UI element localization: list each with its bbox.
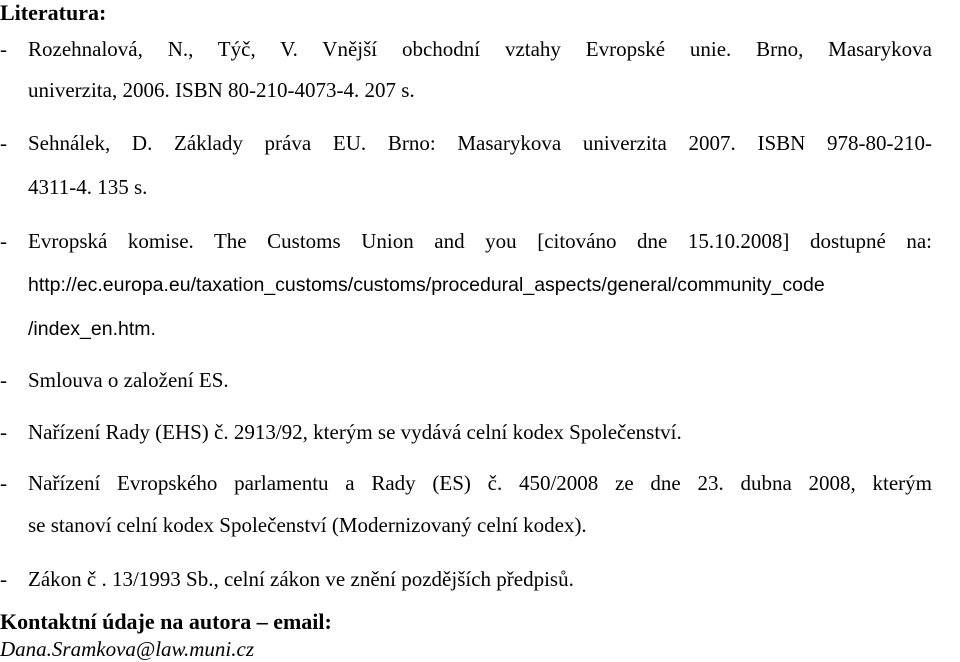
reference-item-6 xyxy=(0,470,932,496)
reference-text: Sehnálek, D. Základy práva EU. Brno: Masarykova univerzita 2007. ISBN 978-80-210- xyxy=(28,131,932,155)
reference-item-1 xyxy=(0,36,932,62)
reference-url-continued[interactable]: /index_en.htm. xyxy=(28,318,156,340)
reference-text: Smlouva o založení ES. xyxy=(28,368,229,392)
reference-item-5 xyxy=(0,419,682,445)
reference-text-continued: se stanoví celní kodex Společenství (Modernizovaný celní kodex). xyxy=(28,513,587,537)
list-bullet: - xyxy=(0,368,7,392)
list-bullet: - xyxy=(0,229,7,253)
list-bullet: - xyxy=(0,567,7,591)
reference-item-2 xyxy=(0,130,932,156)
list-bullet: - xyxy=(0,37,7,61)
reference-text: Evropská komise. The Customs Union and you [citováno dne 15.10.2008] dostupné na: xyxy=(28,229,932,253)
reference-text: Nařízení Evropského parlamentu a Rady (ES) č. 450/2008 ze dne 23. dubna 2008, kterým xyxy=(28,471,932,495)
list-bullet: - xyxy=(0,131,7,155)
list-bullet: - xyxy=(0,420,7,444)
contact-email[interactable]: Dana.Sramkova@law.muni.cz xyxy=(0,637,254,661)
reference-item-7 xyxy=(0,566,574,592)
reference-text: Nařízení Rady (EHS) č. 2913/92, kterým se vydává celní kodex Společenství. xyxy=(28,420,682,444)
list-bullet: - xyxy=(0,471,7,495)
reference-item-4 xyxy=(0,367,229,393)
references-heading: Literatura: xyxy=(0,0,107,25)
reference-text-continued: 4311-4. 135 s. xyxy=(28,175,148,199)
reference-text: Rozehnalová, N., Týč, V. Vnější obchodní vztahy Evropské unie. Brno, Masarykova xyxy=(28,37,932,61)
reference-url[interactable]: http://ec.europa.eu/taxation_customs/customs/procedural_aspects/general/community_code xyxy=(28,274,825,296)
reference-text-continued: univerzita, 2006. ISBN 80-210-4073-4. 207 s. xyxy=(28,78,415,102)
reference-text: Zákon č . 13/1993 Sb., celní zákon ve znění pozdějších předpisů. xyxy=(28,567,574,591)
reference-item-3 xyxy=(0,228,932,254)
contact-label: Kontaktní údaje na autora – email: xyxy=(0,609,332,634)
